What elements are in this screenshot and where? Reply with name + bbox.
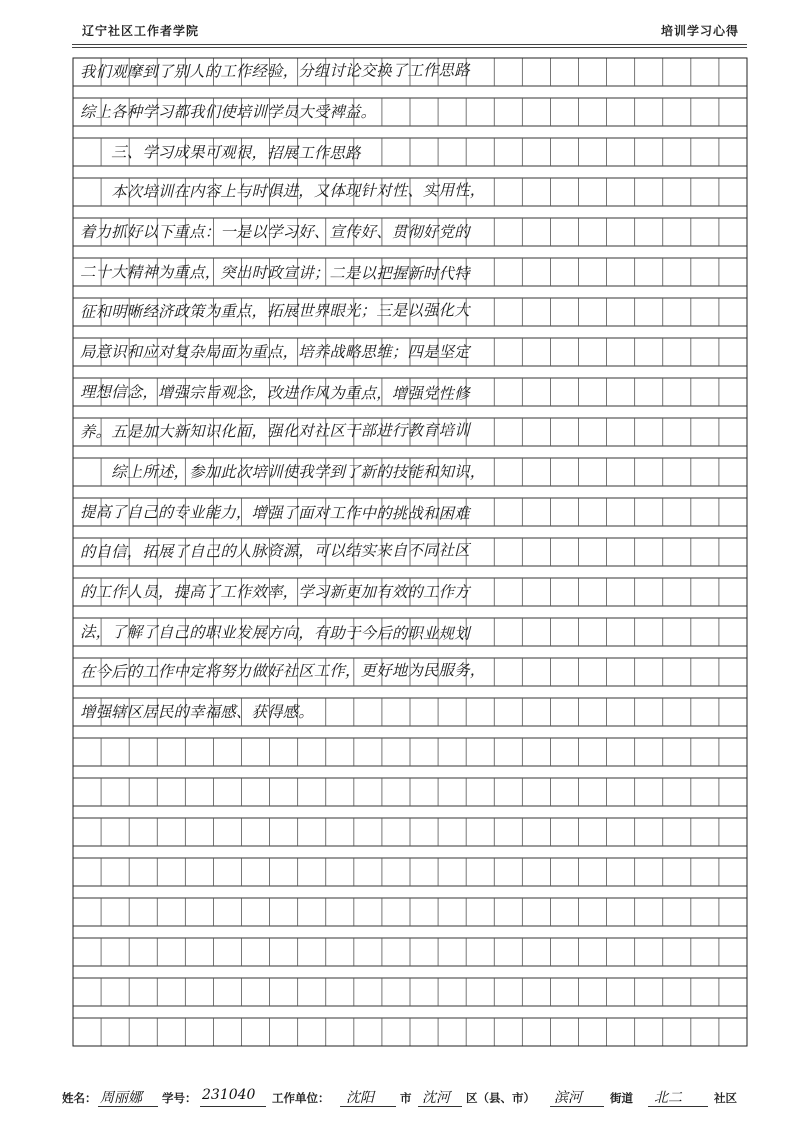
city-value: 沈阳 [346, 1090, 374, 1106]
name-underline [98, 1106, 158, 1107]
name-value: 周丽娜 [100, 1090, 142, 1106]
handwritten-line: 在今后的工作中定将努力做好社区工作，更好地为民服务， [79, 661, 486, 681]
community-underline [648, 1106, 708, 1107]
handwritten-line: 二十大精神为重点，突出时政宣讲；二是以把握新时代特 [79, 263, 470, 283]
handwritten-line: 我们观摩到了别人的工作经验，分组讨论交换了工作思路 [79, 61, 470, 81]
handwritten-line: 的自信，拓展了自己的人脉资源，可以结实来自不同社区 [79, 541, 470, 561]
id-underline [200, 1106, 266, 1107]
city-underline [340, 1106, 396, 1107]
handwritten-line: 理想信念，增强宗旨观念，改进作风为重点，增强党性修 [79, 383, 470, 403]
unit-label: 工作单位： [272, 1091, 330, 1105]
handwritten-line: 综上各种学习都我们使培训学员大受裨益。 [80, 103, 377, 121]
handwritten-line: 法，了解了自己的职业发展方向，有助于今后的职业规划 [79, 623, 470, 643]
community-label: 社区 [714, 1091, 737, 1105]
handwritten-line: 着力抓好以下重点：一是以学习好、宣传好、贯彻好党的 [80, 223, 470, 241]
institution-name: 辽宁社区工作者学院 [82, 24, 200, 38]
handwritten-line: 三、学习成果可观很，招展工作思路 [79, 143, 361, 163]
handwritten-line: 综上所述，参加此次培训使我学到了新的技能和知识， [80, 463, 486, 481]
community-value: 北二 [654, 1090, 682, 1106]
handwritten-line: 增强辖区居民的幸福感、获得感。 [80, 703, 314, 721]
handwritten-line: 本次培训在内容上与时俱进，又体现针对性、实用性， [79, 181, 486, 201]
footer-info [62, 1086, 752, 1112]
handwritten-line: 局意识和应对复杂局面为重点，培养战略思维；四是坚定 [80, 343, 470, 361]
document-type: 培训学习心得 [660, 24, 739, 38]
id-label: 学号： [162, 1091, 197, 1105]
name-label: 姓名： [62, 1091, 97, 1105]
handwritten-line: 养。五是加大新知识化面，强化对社区干部进行教育培训 [79, 421, 470, 441]
district-underline [418, 1106, 462, 1107]
district-label: 区（县、市） [466, 1091, 535, 1105]
id-value: 231040 [202, 1087, 256, 1103]
handwritten-line: 征和明晰经济政策为重点，拓展世界眼光；三是以强化大 [79, 301, 470, 321]
district-value: 沈河 [422, 1090, 450, 1106]
street-underline [550, 1106, 604, 1107]
city-label: 市 [400, 1091, 412, 1105]
street-label: 街道 [610, 1091, 633, 1105]
handwritten-line: 的工作人员，提高了工作效率，学习新更加有效的工作方 [80, 583, 470, 601]
handwritten-line: 提高了自己的专业能力，增强了面对工作中的挑战和困难 [79, 503, 470, 523]
street-value: 滨河 [554, 1090, 582, 1106]
